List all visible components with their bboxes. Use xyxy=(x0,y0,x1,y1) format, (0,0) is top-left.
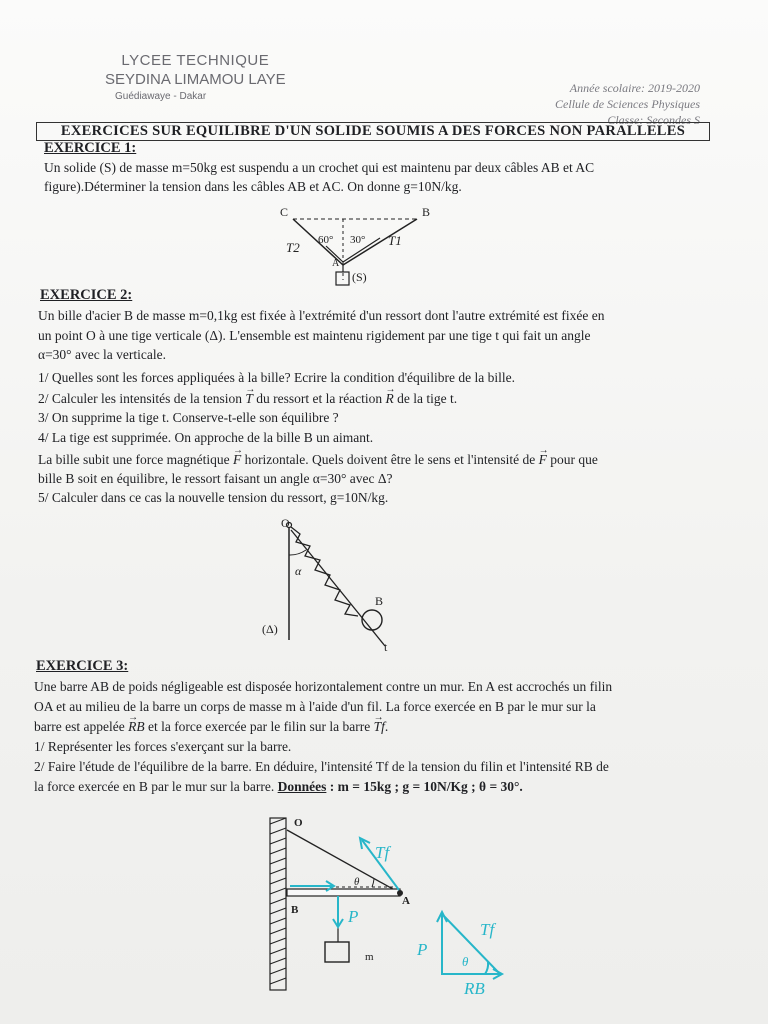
ex1-label-C: C xyxy=(280,205,289,219)
ex1-angle-60: 60° xyxy=(318,234,334,246)
ex2-q1: 1/ Quelles sont les forces appliquées à la bille? Ecrire la condition d'équilibre de la bille. xyxy=(38,370,516,385)
ex3-l6-a: la force exercée en B par le mur sur la barre. xyxy=(34,779,275,794)
class-level: Classe: Secondes S xyxy=(607,113,700,127)
ex2-q4-end: bille B soit en équilibre, le ressort faisant un angle α=30° avec Δ? xyxy=(38,471,393,486)
ex2-vec-R: → R xyxy=(386,389,394,409)
ex2-q2-c: du ressort et la réaction xyxy=(256,391,383,406)
department: Cellule de Sciences Physiques xyxy=(555,97,700,111)
ex3-line2: OA et au milieu de la barre un corps de masse m à l'aide d'un fil. La force exercée en B par le mur sur la xyxy=(34,699,596,714)
ex3-data-values: : m = 15kg ; g = 10N/Kg ; θ = 30°. xyxy=(329,779,523,794)
ex3-q1: 1/ Représenter les forces s'exerçant sur la barre. xyxy=(34,739,292,754)
ex3-heading: EXERCICE 3: xyxy=(36,658,129,674)
ex2-vec-T: → T xyxy=(245,389,253,409)
ex2-vec-F: → F xyxy=(233,450,241,470)
ex1-angle-30: 30° xyxy=(350,234,366,246)
ex3-label-theta: θ xyxy=(354,876,360,888)
ex1-line2: figure).Déterminer la tension dans les câbles AB et AC. On donne g=10N/kg. xyxy=(44,179,462,194)
ex1-label-S: (S) xyxy=(352,270,367,284)
school-line2: SEYDINA LIMAMOU LAYE xyxy=(105,71,286,88)
ex3-label-A: A xyxy=(402,895,410,907)
ex1-line1: Un solide (S) de masse m=50kg est suspendu a un crochet qui est maintenu par deux câbles AB et AC xyxy=(44,160,595,175)
school-line3: Guédiawaye - Dakar xyxy=(115,91,207,102)
ex3-hand-Tf: Tf xyxy=(375,843,390,862)
ex2-label-alpha: α xyxy=(295,564,302,578)
ex3-q2: 2/ Faire l'étude de l'équilibre de la barre. En déduire, l'intensité Tf de la tension du filin et l'intensité RB de xyxy=(34,759,609,774)
ex2-label-delta: (Δ) xyxy=(262,622,278,636)
ex2-vec-F2: → F xyxy=(539,450,547,470)
ex1-label-T2: T2 xyxy=(286,240,300,255)
ex2-label-t: t xyxy=(384,640,388,654)
school-year: Année scolaire: 2019-2020 xyxy=(569,81,700,95)
ex1-label-A: A xyxy=(332,258,340,269)
ex3-hand-P: P xyxy=(348,907,359,926)
ex3-hand-triangle-Tf: Tf xyxy=(480,920,495,939)
ex3-vec-RB: → RB xyxy=(128,717,145,737)
ex3-line1: Une barre AB de poids négligeable est disposée horizontalement contre un mur. En A est accrochés un filin xyxy=(34,679,613,694)
ex2-line3: α=30° avec la verticale. xyxy=(38,347,167,362)
ex2-line2: un point O à une tige verticale (Δ). L'ensemble est maintenu rigidement par une tige t qui fait un angle xyxy=(38,328,591,343)
school-line1: LYCEE TECHNIQUE xyxy=(121,52,270,69)
worksheet-title: EXERCICES SUR EQUILIBRE D'UN SOLIDE SOUMIS A DES FORCES NON PARALLELES xyxy=(36,122,710,141)
ex1-label-B: B xyxy=(422,205,431,219)
ex3-label-B: B xyxy=(291,904,299,916)
ex3-vec-Tf: → Tf xyxy=(374,717,385,737)
ex2-q3: 3/ On supprime la tige t. Conserve-t-elle son équilibre ? xyxy=(38,410,339,425)
ex2-heading: EXERCICE 2: xyxy=(40,287,133,303)
ex2-label-B: B xyxy=(375,594,384,608)
ex2-q2-e: de la tige t. xyxy=(397,391,458,406)
ex3-l3-e: . xyxy=(384,719,389,734)
ex1-label-T1: T1 xyxy=(388,233,402,248)
ex2-q4-a: La bille subit une force magnétique xyxy=(38,452,230,467)
ex2-label-O: O xyxy=(281,516,290,530)
ex2-q4-c: horizontale. Quels doivent être le sens et l'intensité de xyxy=(244,452,536,467)
ex2-q4-e: pour que xyxy=(550,452,598,467)
ex2-q2-a: 2/ Calculer les intensités de la tension xyxy=(38,391,242,406)
ex3-label-O: O xyxy=(294,817,303,829)
ex2-q4: 4/ La tige est supprimée. On approche de la bille B un aimant. xyxy=(38,430,374,445)
ex3-hand-triangle-RB: RB xyxy=(464,979,485,998)
ex3-hand-triangle-theta: θ xyxy=(462,954,469,969)
ex3-hand-triangle-P: P xyxy=(417,940,428,959)
ex3-data-label: Données xyxy=(277,779,327,794)
ex3-label-m: m xyxy=(365,951,374,963)
ex1-heading: EXERCICE 1: xyxy=(44,140,137,156)
ex2-line1: Un bille d'acier B de masse m=0,1kg est fixée à l'extrémité d'un ressort dont l'autre extrémité est fixée en xyxy=(38,308,605,323)
ex3-l3-c: et la force exercée par le filin sur la barre xyxy=(147,719,371,734)
ex2-q5: 5/ Calculer dans ce cas la nouvelle tension du ressort, g=10N/kg. xyxy=(38,490,389,505)
ex3-l3-a: barre est appelée xyxy=(34,719,125,734)
